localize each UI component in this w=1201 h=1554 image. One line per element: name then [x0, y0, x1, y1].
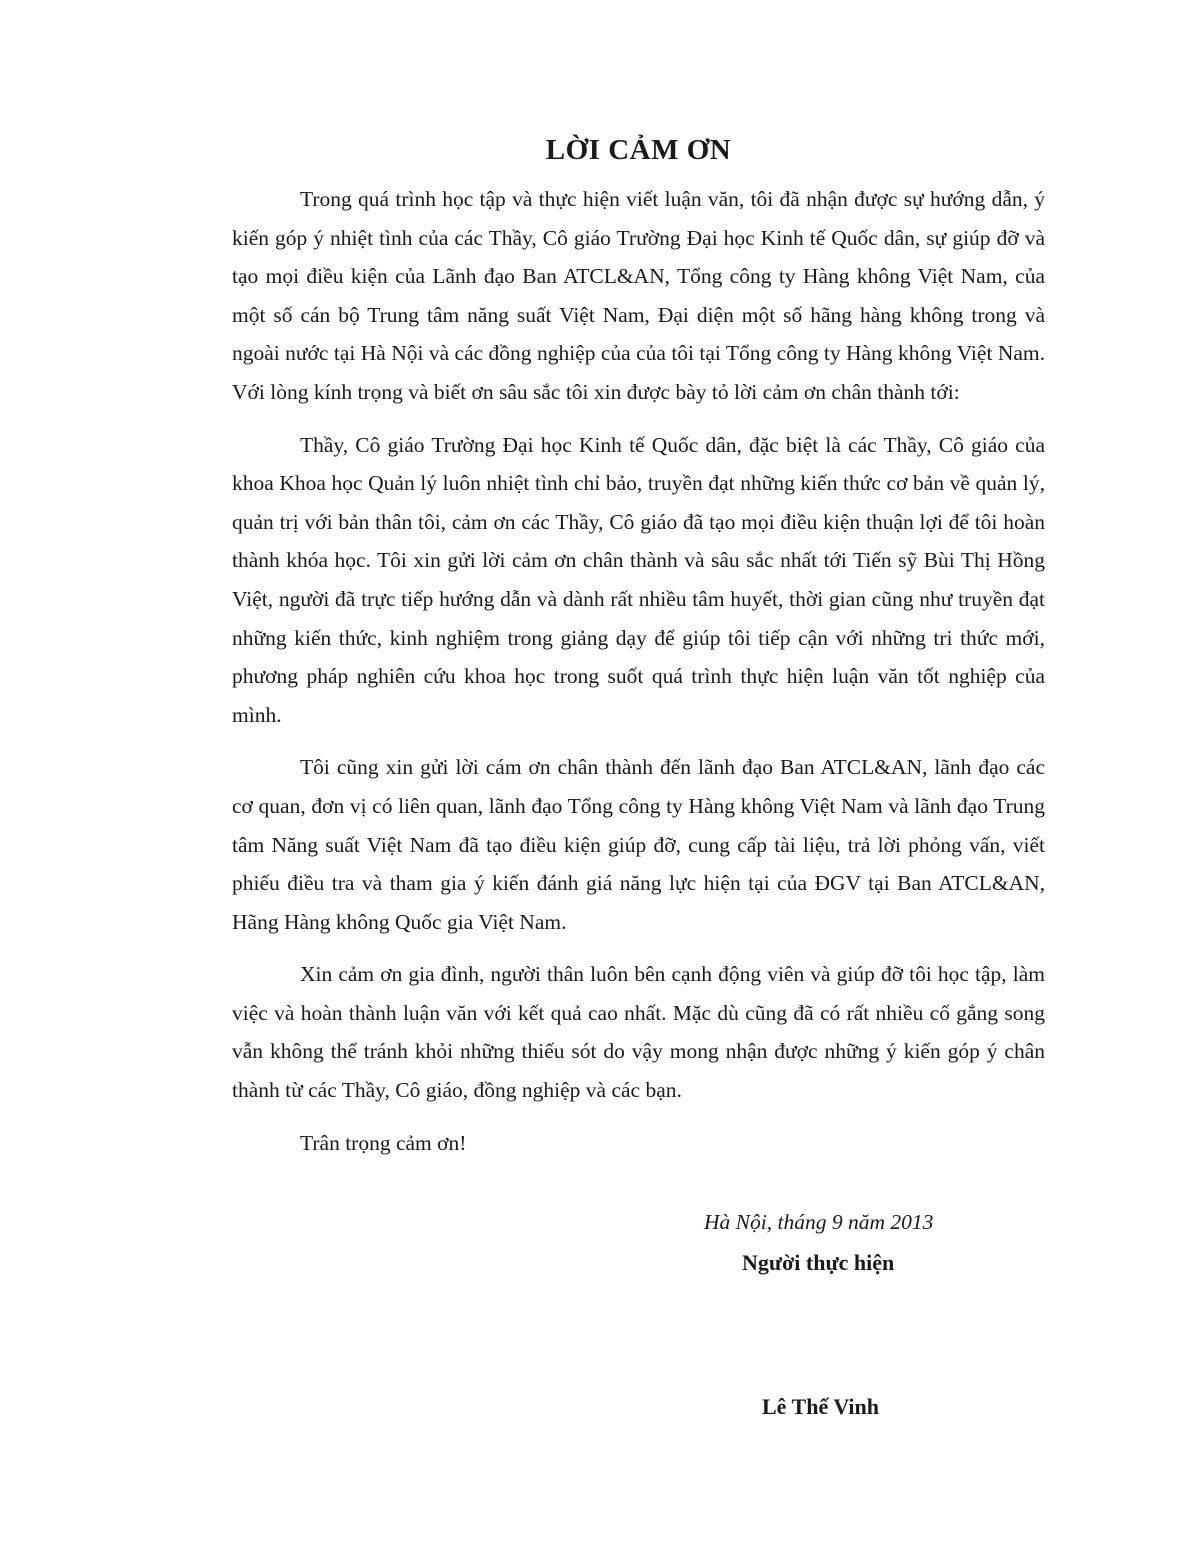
closing-line: Trân trọng cảm ơn!: [300, 1130, 467, 1155]
signature-name: Lê Thế Vinh: [762, 1394, 879, 1419]
paragraph-2: Thầy, Cô giáo Trường Đại học Kinh tế Quốc dân, đặc biệt là các Thầy, Cô giáo của khoa Khoa học Quản lý luôn nhiệt tình chỉ bảo, truyền đạt những kiến thức cơ bản về quản lý, quản trị với bản thân tôi, cảm ơn các Thầy, Cô giáo đã tạo mọi điều kiện thuận lợi để tôi hoàn thành khóa học. Tôi xin gửi lời cảm ơn chân thành và sâu sắc nhất tới Tiến sỹ Bùi Thị Hồng Việt, người đã trực tiếp hướng dẫn và dành rất nhiều tâm huyết, thời gian cũng như truyền đạt những kiến thức, kinh nghiệm trong giảng dạy để giúp tôi tiếp cận với những tri thức mới, phương pháp nghiên cứu khoa học trong suốt quá trình thực hiện luận văn tốt nghiệp của mình.: [232, 432, 1045, 727]
signature-role: Người thực hiện: [742, 1250, 895, 1275]
paragraph-1: Trong quá trình học tập và thực hiện viết luận văn, tôi đã nhận được sự hướng dẫn, ý kiến góp ý nhiệt tình của các Thầy, Cô giáo Trường Đại học Kinh tế Quốc dân, sự giúp đỡ và tạo mọi điều kiện của Lãnh đạo Ban ATCL&AN, Tổng công ty Hàng không Việt Nam, của một số cán bộ Trung tâm năng suất Việt Nam, Đại diện một số hãng hàng không trong và ngoài nước tại Hà Nội và các đồng nghiệp của của tôi tại Tổng công ty Hàng không Việt Nam. Với lòng kính trọng và biết ơn sâu sắc tôi xin được bày tỏ lời cảm ơn chân thành tới:: [232, 187, 1045, 404]
page-title: LỜI CẢM ƠN: [545, 134, 732, 166]
paragraph-4: Xin cảm ơn gia đình, người thân luôn bên cạnh động viên và giúp đỡ tôi học tập, làm việc và hoàn thành luận văn với kết quả cao nhất. Mặc dù cũng đã có rất nhiều cố gắng song vẫn không thể tránh khỏi những thiếu sót do vậy mong nhận được những ý kiến góp ý chân thành từ các Thầy, Cô giáo, đồng nghiệp và các bạn.: [232, 962, 1045, 1103]
paragraph-3: Tôi cũng xin gửi lời cám ơn chân thành đến lãnh đạo Ban ATCL&AN, lãnh đạo các cơ quan, đơn vị có liên quan, lãnh đạo Tổng công ty Hàng không Việt Nam và lãnh đạo Trung tâm Năng suất Việt Nam đã tạo điều kiện giúp đỡ, cung cấp tài liệu, trả lời phỏng vấn, viết phiếu điều tra và tham gia ý kiến đánh giá năng lực hiện tại của ĐGV tại Ban ATCL&AN, Hãng Hàng không Quốc gia Việt Nam.: [232, 755, 1045, 934]
signature-place-date: Hà Nội, tháng 9 năm 2013: [704, 1210, 934, 1234]
document-body: [232, 130, 1045, 1162]
